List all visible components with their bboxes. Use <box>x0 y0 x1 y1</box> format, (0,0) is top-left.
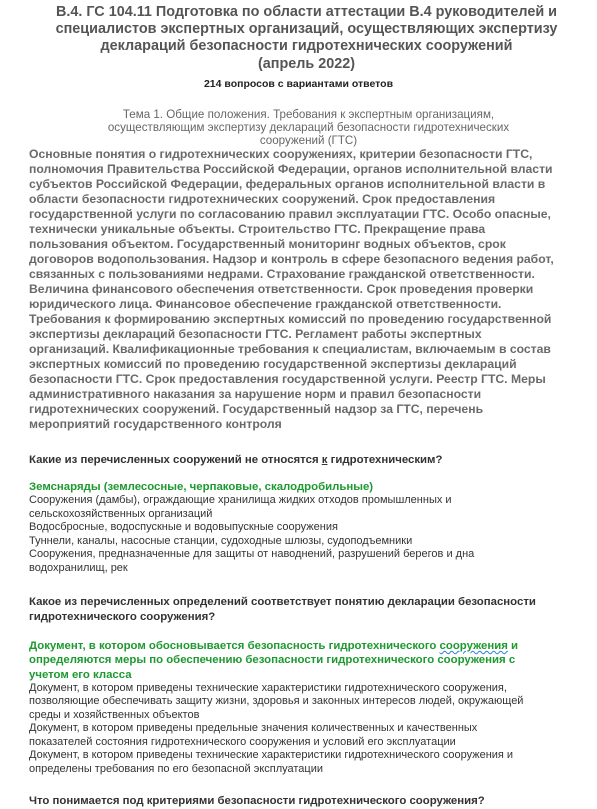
correct-answer <box>29 480 583 494</box>
topic-line: мероприятий государственного контроля <box>29 417 282 431</box>
question-text-part: Какие из перечисленных сооружений не относятся <box>29 454 322 466</box>
question-text-line: гидротехнического сооружения? <box>29 611 216 624</box>
answer-option <box>29 749 583 776</box>
topic-line: Величина финансового обеспечения ответственности. Срок проведения проверки <box>29 282 534 296</box>
topic-line: Основные понятия о гидротехнических сооружениях, критерии безопасности ГТС, <box>29 147 533 161</box>
topic-description <box>0 147 597 432</box>
answer-line: показателей состояния гидротехнического сооружения и условий его эксплуатации <box>29 735 456 748</box>
answer-option <box>29 494 583 521</box>
question-text-line: Что понимается под критериями безопасности гидротехнического сооружения? <box>29 795 485 808</box>
answer-line: среды и хозяйственных объектов <box>29 708 200 721</box>
correct-answer <box>29 639 583 682</box>
answer-line-text: Сооружения (дамбы), ограждающие хранилища жидких отходов промышленных и <box>29 494 452 507</box>
document-title <box>0 0 597 73</box>
question-text <box>29 794 583 809</box>
topic-line: административного наказания за нарушение норм и правил безопасности <box>29 387 482 401</box>
question-text-line: Какое из перечисленных определений соответствует понятию декларации безопасности <box>29 596 536 609</box>
topic-line: договоров водопользования. Надзор и контроль в сфере безопасного ведения работ, <box>29 252 554 266</box>
answer-line <box>29 639 583 653</box>
title-line: специалистов экспертных организаций, осуществляющих экспертизу <box>55 21 558 37</box>
answer-option <box>29 548 583 575</box>
topic-line: пользования объектом. Государственный мониторинг водных объектов, срок <box>29 237 506 251</box>
answer-line: Документ, в котором приведены предельные значения количественных и качественных <box>29 722 478 735</box>
answer-line-text: Документ, в котором обосновывается безопасность гидротехнического <box>29 640 440 653</box>
answer-line: определяются меры по обеспечению безопасности гидротехнического сооружения с <box>29 654 516 667</box>
answer-line: позволяющие обеспечивать защиту жизни, здоровья и законных интересов людей, окружающей <box>29 695 524 708</box>
answer-line: Земснаряды (землесосные, черпаковые, скалодробильные) <box>29 481 374 493</box>
topic-heading <box>0 108 597 147</box>
topic-line: технически уникальные объекты. Строительство ГТС. Прекращение права <box>29 222 486 236</box>
answer-line <box>29 494 583 508</box>
topic-line: связанных с пользованиями недрами. Страхование гражданской ответственности. <box>29 267 535 281</box>
topic-line: полномочия Правительства Российской Федерации, органов исполнительной власти <box>29 162 553 176</box>
question-count: 214 вопросов с вариантами ответов <box>203 78 394 90</box>
topic-line: Требования к формированию экспертных комиссий по проведению государственной <box>29 312 552 326</box>
answer-line: Туннели, каналы, насосные станции, судоходные шлюзы, судоподъемники <box>29 534 413 547</box>
question-text <box>29 453 583 468</box>
topic-line: экспертных комиссий по проведению государственной экспертизы деклараций <box>29 357 517 371</box>
topic-line: государственной услуги по согласованию правил эксплуатации ГТС. Особо опасные, <box>29 207 551 221</box>
topic-heading-line: сооружений (ГТС) <box>259 134 358 147</box>
topic-heading-line: Тема 1. Общие положения. Требования к экспертным организациям, <box>122 108 495 121</box>
title-line: деклараций безопасности гидротехнических сооружений <box>100 38 513 54</box>
answer-line: определены требования по его безопасной эксплуатации <box>29 762 323 775</box>
question-text <box>29 595 583 625</box>
topic-line: организаций. Квалификационные требования к специалистам, включаемым в состав <box>29 342 551 356</box>
topic-line: гидротехнических сооружений. Государственный надзор за ГТС, перечень <box>29 402 484 416</box>
question-block <box>0 595 597 776</box>
title-date: (апрель 2022) <box>257 56 356 72</box>
answer-line: Документ, в котором приведены технические характеристики гидротехнического сооружения и <box>29 749 514 762</box>
answer-option <box>29 535 583 549</box>
question-block <box>0 453 597 575</box>
title-line: В.4. ГС 104.11 Подготовка по области аттестации В.4 руководителей и <box>55 4 558 20</box>
question-text-underlined: к <box>321 454 328 466</box>
question-block <box>0 794 597 809</box>
answer-line: водохранилищ, рек <box>29 561 128 574</box>
answer-line: сельскохозяйственных организаций <box>29 507 213 520</box>
answer-option <box>29 682 583 723</box>
answer-list <box>29 480 583 575</box>
topic-heading-line: осуществляющим экспертизу деклараций безопасности гидротехнических <box>107 121 510 134</box>
topic-line: субъектов Российской Федерации, федеральных органов исполнительной власти в <box>29 177 546 191</box>
topic-line: экспертизы деклараций безопасности ГТС. Регламент работы экспертных <box>29 327 482 341</box>
answer-line: Документ, в котором приведены технические характеристики гидротехнического сооружения, <box>29 681 507 694</box>
topic-line: безопасности ГТС. Срок предоставления государственной услуги. Реестр ГТС. Меры <box>29 372 546 386</box>
spellcheck-underlined-word: сооружения <box>439 640 508 653</box>
question-text-part: гидротехническим? <box>327 454 443 466</box>
topic-line: области безопасности гидротехнических сооружений. Срок предоставления <box>29 192 496 206</box>
answer-option <box>29 722 583 749</box>
answer-line: учетом его класса <box>29 668 132 681</box>
topic-line: юридического лица. Финансовое обеспечение гражданской ответственности. <box>29 297 502 311</box>
answer-line: Водосбросные, водоспускные и водовыпускные сооружения <box>29 521 338 534</box>
answer-option <box>29 521 583 535</box>
answer-list <box>29 639 583 776</box>
answer-line-text: и <box>507 640 519 653</box>
answer-line: Сооружения, предназначенные для защиты от наводнений, разрушений берегов и дна <box>29 548 475 561</box>
